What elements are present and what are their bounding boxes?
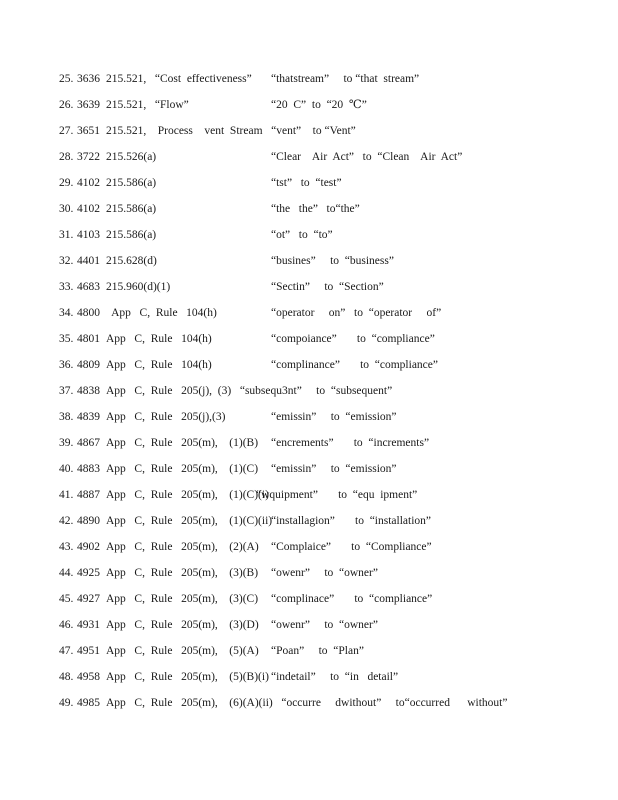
entry-page: 4867: [77, 437, 100, 449]
entry-number: 28.: [59, 151, 74, 163]
entry-change: “operator on” to “operator of”: [271, 307, 442, 319]
entry-reference: App C, Rule 104(h): [106, 307, 217, 319]
entry-reference: App C, Rule 205(j),(3): [106, 411, 226, 423]
entry-number: 31.: [59, 229, 74, 241]
entry-number: 42.: [59, 515, 74, 527]
entry-number: 40.: [59, 463, 74, 475]
list-item: [0, 69, 618, 89]
list-item: [0, 147, 618, 167]
entry-reference: App C, Rule 205(j), (3) “subsequ3nt” to “subsequent”: [106, 385, 393, 397]
entry-number: 41.: [59, 489, 74, 501]
entry-number: 46.: [59, 619, 74, 631]
entry-reference: App C, Rule 205(m), (5)(B)(i): [106, 671, 269, 683]
entry-page: 3639: [77, 99, 100, 111]
entry-page: 4800: [77, 307, 100, 319]
entry-page: 3636: [77, 73, 100, 85]
list-item: [0, 407, 618, 427]
entry-change: “wquipment” to “equ ipment”: [256, 489, 418, 501]
entry-reference: App C, Rule 205(m), (6)(A)(ii) “occurre dwithout” to“occurred without”: [106, 697, 508, 709]
entry-change: “owenr” to “owner”: [271, 567, 378, 579]
entry-number: 36.: [59, 359, 74, 371]
entry-page: 4902: [77, 541, 100, 553]
entry-number: 29.: [59, 177, 74, 189]
list-item: [0, 121, 618, 141]
entry-page: 4925: [77, 567, 100, 579]
list-item: [0, 537, 618, 557]
entry-reference: 215.521, Process vent Stream “vent” to “Vent”: [106, 125, 356, 137]
entry-reference: App C, Rule 205(m), (3)(D): [106, 619, 259, 631]
entry-number: 25.: [59, 73, 74, 85]
entry-change: “complinace” to “compliance”: [271, 593, 433, 605]
entry-reference: App C, Rule 205(m), (5)(A): [106, 645, 259, 657]
entry-reference: App C, Rule 205(m), (3)(B): [106, 567, 259, 579]
list-item: [0, 303, 618, 323]
entry-reference: App C, Rule 205(m), (1)(C): [106, 463, 259, 475]
entry-change: “owenr” to “owner”: [271, 619, 378, 631]
entry-change: “Clear Air Act” to “Clean Air Act”: [271, 151, 463, 163]
entry-reference: App C, Rule 205(m), (3)(C): [106, 593, 259, 605]
entry-change: “Poan” to “Plan”: [271, 645, 364, 657]
entry-reference: 215.521, “Cost effectiveness”: [106, 73, 252, 85]
entry-page: 3651: [77, 125, 100, 137]
entry-change: “encrements” to “increments”: [271, 437, 430, 449]
entry-change: “indetail” to “in detail”: [271, 671, 399, 683]
entry-page: 4958: [77, 671, 100, 683]
entry-reference: App C, Rule 205(m), (1)(C)(ii): [106, 515, 273, 527]
list-item: [0, 693, 618, 713]
entry-reference: 215.586(a): [106, 177, 157, 189]
entry-reference: 215.586(a): [106, 203, 157, 215]
list-item: [0, 173, 618, 193]
entry-reference: App C, Rule 205(m), (1)(B): [106, 437, 259, 449]
entry-change: “emissin” to “emission”: [271, 411, 397, 423]
list-item: [0, 329, 618, 349]
entry-page: 4683: [77, 281, 100, 293]
entry-number: 32.: [59, 255, 74, 267]
entry-number: 34.: [59, 307, 74, 319]
entry-change: “Sectin” to “Section”: [271, 281, 384, 293]
entry-number: 30.: [59, 203, 74, 215]
entry-number: 26.: [59, 99, 74, 111]
entry-number: 43.: [59, 541, 74, 553]
entry-page: 4985: [77, 697, 100, 709]
entry-change: “complinance” to “compliance”: [271, 359, 438, 371]
entry-page: 4927: [77, 593, 100, 605]
entry-page: 4401: [77, 255, 100, 267]
entry-reference: App C, Rule 205(m), (2)(A): [106, 541, 259, 553]
list-item: [0, 277, 618, 297]
entry-number: 39.: [59, 437, 74, 449]
list-item: [0, 667, 618, 687]
entry-reference: 215.521, “Flow”: [106, 99, 189, 111]
entry-reference: 215.960(d)(1): [106, 281, 171, 293]
entry-page: 4838: [77, 385, 100, 397]
entry-page: 4951: [77, 645, 100, 657]
list-item: [0, 95, 618, 115]
entry-change: “thatstream” to “that stream”: [271, 73, 420, 85]
list-item: [0, 641, 618, 661]
entry-number: 27.: [59, 125, 74, 137]
entry-change: “20 C” to “20 ℃”: [271, 99, 367, 111]
list-item: [0, 199, 618, 219]
list-item: [0, 251, 618, 271]
entry-change: “compoiance” to “compliance”: [271, 333, 435, 345]
entry-page: 4931: [77, 619, 100, 631]
entry-change: “tst” to “test”: [271, 177, 342, 189]
list-item: [0, 589, 618, 609]
entry-change: “ot” to “to”: [271, 229, 333, 241]
entry-page: 4102: [77, 203, 100, 215]
entry-number: 33.: [59, 281, 74, 293]
entry-page: 4839: [77, 411, 100, 423]
entry-number: 38.: [59, 411, 74, 423]
entry-number: 45.: [59, 593, 74, 605]
entry-reference: 215.526(a): [106, 151, 157, 163]
entry-reference: App C, Rule 104(h): [106, 333, 212, 345]
entry-page: 4102: [77, 177, 100, 189]
list-item: [0, 381, 618, 401]
list-item: [0, 225, 618, 245]
entry-change: “Complaice” to “Compliance”: [271, 541, 432, 553]
entry-page: 4890: [77, 515, 100, 527]
entry-number: 35.: [59, 333, 74, 345]
list-item: [0, 485, 618, 505]
entry-number: 44.: [59, 567, 74, 579]
list-item: [0, 511, 618, 531]
entry-number: 37.: [59, 385, 74, 397]
entry-page: 4801: [77, 333, 100, 345]
entry-reference: 215.628(d): [106, 255, 157, 267]
entry-page: 3722: [77, 151, 100, 163]
entry-change: “the the” to“the”: [271, 203, 360, 215]
entry-change: “installagion” to “installation”: [271, 515, 432, 527]
entry-page: 4809: [77, 359, 100, 371]
entry-number: 49.: [59, 697, 74, 709]
list-item: [0, 355, 618, 375]
entry-number: 48.: [59, 671, 74, 683]
list-item: [0, 459, 618, 479]
entry-number: 47.: [59, 645, 74, 657]
list-item: [0, 563, 618, 583]
entry-change: “emissin” to “emission”: [271, 463, 397, 475]
entry-page: 4883: [77, 463, 100, 475]
entry-page: 4887: [77, 489, 100, 501]
entry-page: 4103: [77, 229, 100, 241]
entry-reference: App C, Rule 205(m), (1)(C)(i): [106, 489, 269, 501]
list-item: [0, 615, 618, 635]
entry-change: “busines” to “business”: [271, 255, 394, 267]
list-item: [0, 433, 618, 453]
entry-reference: 215.586(a): [106, 229, 157, 241]
entry-reference: App C, Rule 104(h): [106, 359, 212, 371]
